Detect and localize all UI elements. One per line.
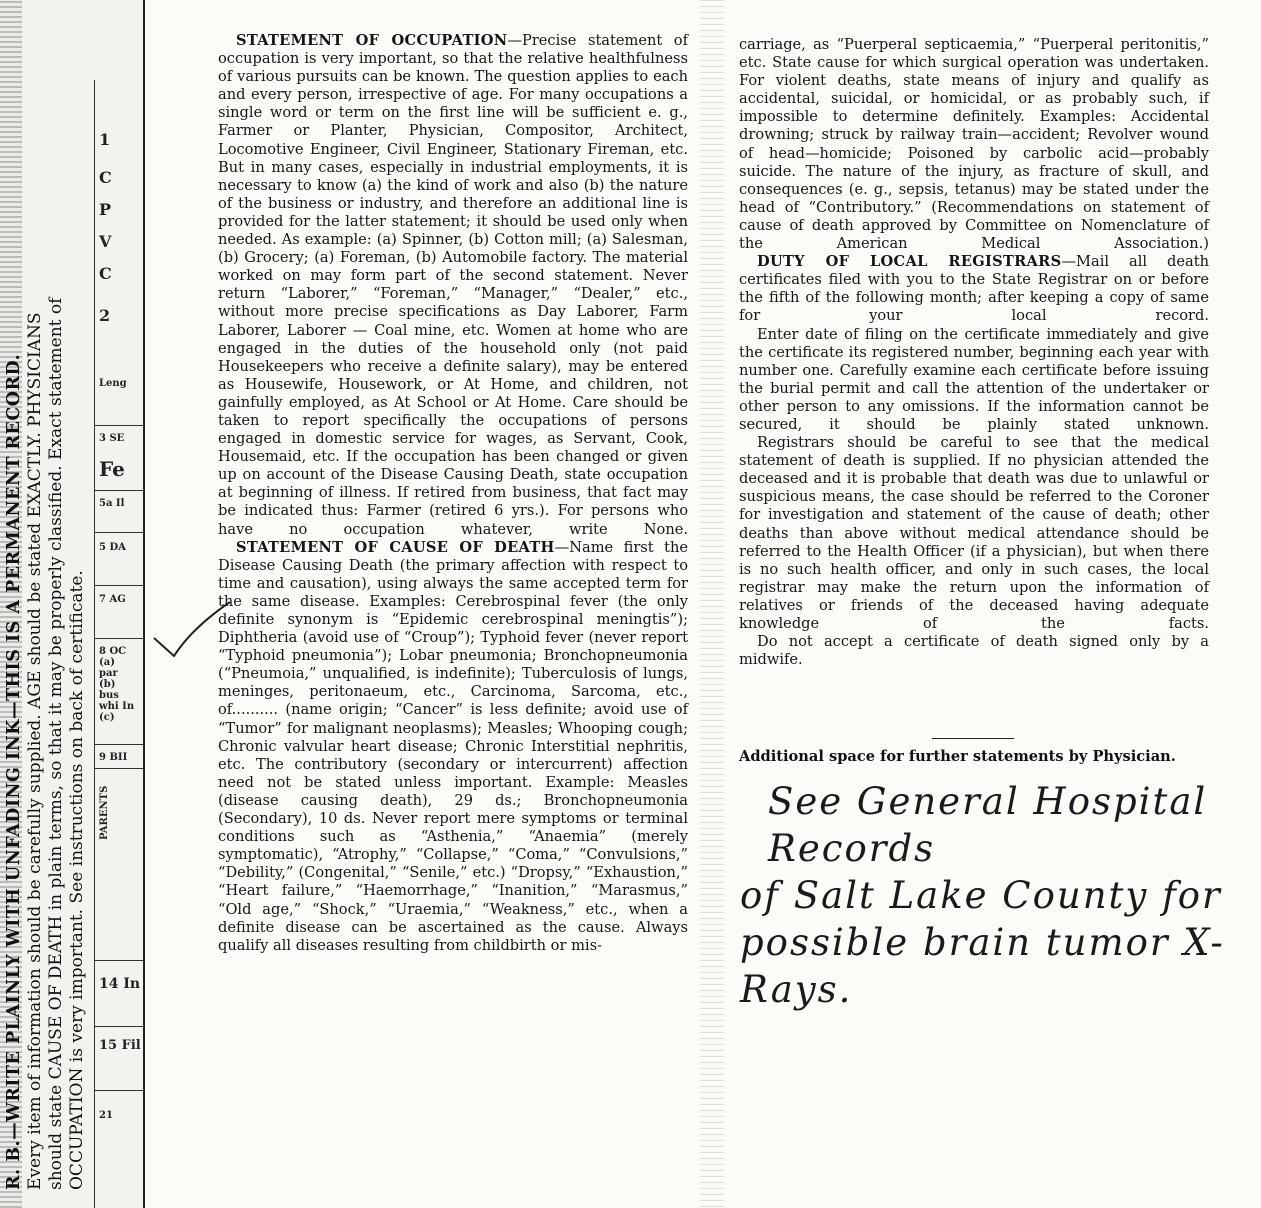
strip-line-1: Every item of information should be carefully supplied. AGE should be stated EXACTLY. PHYSICIANS bbox=[25, 312, 45, 1190]
field-fragment: 8 OC (a) par (b) bus whi In (c) bbox=[99, 646, 135, 723]
cause-of-death-paragraph bbox=[218, 539, 688, 955]
field-fragment: Leng bbox=[99, 378, 127, 389]
field-fragment: PARENTS bbox=[99, 785, 110, 840]
handwritten-line: possible brain tumor X-Rays. bbox=[740, 921, 1225, 1011]
field-fragment: 15 Fil bbox=[99, 1038, 141, 1053]
field-fragment: 14 In bbox=[99, 976, 141, 992]
field-rule bbox=[95, 744, 144, 745]
field-rule bbox=[95, 768, 144, 769]
field-rule bbox=[95, 1090, 144, 1091]
medical-statement-paragraph: Registrars should be careful to see that the medical statement of death is supplied. If no physician attended the deceased and it is probable that death was due to unlawful or suspicious means, the case should be referred to the Coroner for investigation and statement of the cause of death; other deaths than above without medical attendance should be referred to the Health Officer (if a physician), but when there is no such health officer, and only in such cases, the local registrar may make the return upon the information of relatives or friends of the deceased having adequate knowledge of the facts. bbox=[739, 434, 1209, 632]
field-rule bbox=[95, 585, 144, 586]
field-fragment: 7 AG bbox=[99, 594, 126, 605]
handwritten-note bbox=[740, 778, 1261, 1013]
form-field-fragments bbox=[94, 80, 144, 1208]
registrars-text: —Mail all death certificates filed with you to the State Registrar on or before the fifth of the following month; after keeping a copy of same for your local record. bbox=[739, 253, 1209, 325]
field-rule bbox=[95, 960, 144, 961]
handwritten-line: See General Hospital Records bbox=[768, 780, 1208, 870]
registrars-heading: DUTY OF LOCAL REGISTRARS bbox=[757, 253, 1062, 271]
torn-certificate-edge bbox=[0, 0, 145, 1208]
midwife-paragraph: Do not accept a certificate of death signed only by a midwife. bbox=[739, 633, 1209, 669]
field-fragment: C bbox=[99, 264, 112, 283]
vertical-instructions bbox=[4, 298, 88, 1190]
field-rule bbox=[95, 638, 144, 639]
field-fragment: 21 bbox=[99, 1110, 113, 1121]
field-fragment: 1 bbox=[99, 130, 111, 149]
column-divider bbox=[700, 0, 724, 1208]
occupation-text: —Precise statement of occupation is very important, so that the relative healthfulness of various pursuits can be known. The question applies to each and every person, irrespective of age. For many occupations a single word or term on the first line will be sufficient e. g., Farmer or Planter, Physician, Compositor, Architect, Locomotive Engineer, Civil Engineer, Stationary Fireman, etc. But in many cases, especially in industrial employments, it is necessary to know (a) the kind of work and also (b) the nature of the business or industry, and therefore an additional line is provided for the latter statement; it should be used only when needed. As example: (a) Spinner, (b) Cotton mill; (a) Salesman, (b) Grocery; (a) Foreman, (b) Automobile factory. The material worked on may form part of the second statement. Never return “Laborer,” “Foreman,” “Manager,” “Dealer,” etc., without more precise specifications as Day Laborer, Farm Laborer, Laborer — Coal mine, etc. Women at home who are engaged in the duties of the household only (not paid Housekeepers who receive a definite salary), may be entered as Housewife, Housework, or At Home, and children, not gainfully employed, as At School or At Home. Care should be taken to report specifically the occupations of persons engaged in domestic service for wages, as Servant, Cook, Housemaid, etc. If the occupation has been changed or given up on account of the Disease Causing Death, state occupation at beginning of illness. If retired from business, that fact may be indicated thus: Farmer (retired 6 yrs.). For persons who have no occupation whatever, write None. bbox=[218, 32, 688, 538]
cause-continued-paragraph: carriage, as “Puerperal septicaemia,” “Puerperal peritonitis,” etc. State cause for which surgical operation was undertaken. For violent deaths, state means of injury and qualify as accidental, suicidal, or homicidal, or as probably such, if impossible to determine definitely. Examples: Accidental drowning; struck by railway train—accident; Revolver wound of head—homicide; Poisoned by carbolic acid—probably suicide. The nature of the injury, as fracture of skull, and consequences (e. g., sepsis, tetanus) may be stated under the head of “Contributory.” (Recommendations on statement of cause of death approved by Committee on Nomenclature of the American Medical Association.) bbox=[739, 36, 1209, 253]
strip-line-2: should state CAUSE OF DEATH in plain terms, so that it may be properly classified. Exact statement of bbox=[46, 297, 66, 1190]
handwritten-line: of Salt Lake County for bbox=[740, 874, 1222, 917]
field-fragment: 3 SE bbox=[99, 433, 125, 444]
field-fragment: Fe bbox=[99, 457, 125, 481]
field-rule bbox=[95, 532, 144, 533]
field-fragment: 9 BII bbox=[99, 752, 128, 763]
field-rule bbox=[95, 425, 144, 426]
occupation-heading: STATEMENT OF OCCUPATION bbox=[236, 32, 508, 49]
cause-of-death-heading: STATEMENT OF CAUSE OF DEATH bbox=[236, 538, 555, 556]
check-mark-annotation bbox=[152, 598, 232, 663]
strip-heading: R. B.—WRITE PLAINLY WITH UNFADING INK—THIS IS A PERMANENT RECORD. bbox=[4, 353, 24, 1190]
field-fragment: 2 bbox=[99, 306, 111, 325]
field-fragment: P bbox=[99, 200, 112, 219]
field-fragment: 5 DA bbox=[99, 542, 126, 553]
field-rule bbox=[95, 490, 144, 491]
section-divider bbox=[932, 738, 1014, 739]
additional-space-label: Additional space for further statements by Physician. bbox=[739, 748, 1176, 765]
right-instruction-column bbox=[739, 36, 1209, 669]
strip-line-3: OCCUPATION is very important. See instructions on back of certificate. bbox=[67, 570, 87, 1190]
filing-paragraph: Enter date of filing on the certificate immediately and give the certificate its registered number, beginning each year with number one. Carefully examine each certificate before issuing the burial permit and call the attention of the undertaker or other person to any omissions. If the information cannot be secured, it should be plainly stated unknown. bbox=[739, 325, 1209, 433]
cause-of-death-text: —Name first the Disease Causing Death (the primary affection with respect to time and causation), using always the same accepted term for the same disease. Examples: Cerebrospinal fever (the only definite synonym is “Epidemic cerebrospinal meningtis”); Diphtheria (avoid use of “Croup”); Typhoid fever (never report “Typhoid pneumonia”); Lobar pneumonia; Bronchopneumonia (“Pneumoia,” unqualified, is indefinite); Tuberculosis of lungs, meninges, peritonaeum, etc., Carcinoma, Sarcoma, etc., of.......... (name origin; “Cancer” is less definite; avoid use of “Tumor” for malignant neoplasms); Measles; Whooping cough; Chronic valvular heart disease; Chronic Interstitial nephritis, etc. The contributory (secondary or intercurrent) affection need not be stated unless important. Example: Measles (disease causing death), 29 ds.; Bronchopneumonia (Secondary), 10 ds. Never report mere symptoms or terminal conditions such as “Asthenia,” “Anaemia” (merely symptomatic), “Atrophy,” “Collapse,” “Coma,” “Convulsions,” “Debility,” (Congenital,” “Senile,” etc.) “Dropsy,” “Exhaustion,” “Heart failure,” “Haemorrhage,” “Inanition,” “Marasmus,” “Old age,” “Shock,” “Uraemia,” “Weakness,” etc., when a definite disease can be ascertained as the cause. Always qualify all diseases resulting from childbirth or mis- bbox=[218, 538, 688, 954]
field-rule bbox=[95, 1026, 144, 1027]
field-fragment: 5a Il bbox=[99, 498, 125, 509]
field-fragment: C bbox=[99, 168, 112, 187]
field-fragment: V bbox=[99, 232, 112, 251]
registrars-paragraph bbox=[739, 253, 1209, 325]
left-instruction-column bbox=[218, 32, 688, 955]
occupation-paragraph bbox=[218, 32, 688, 539]
